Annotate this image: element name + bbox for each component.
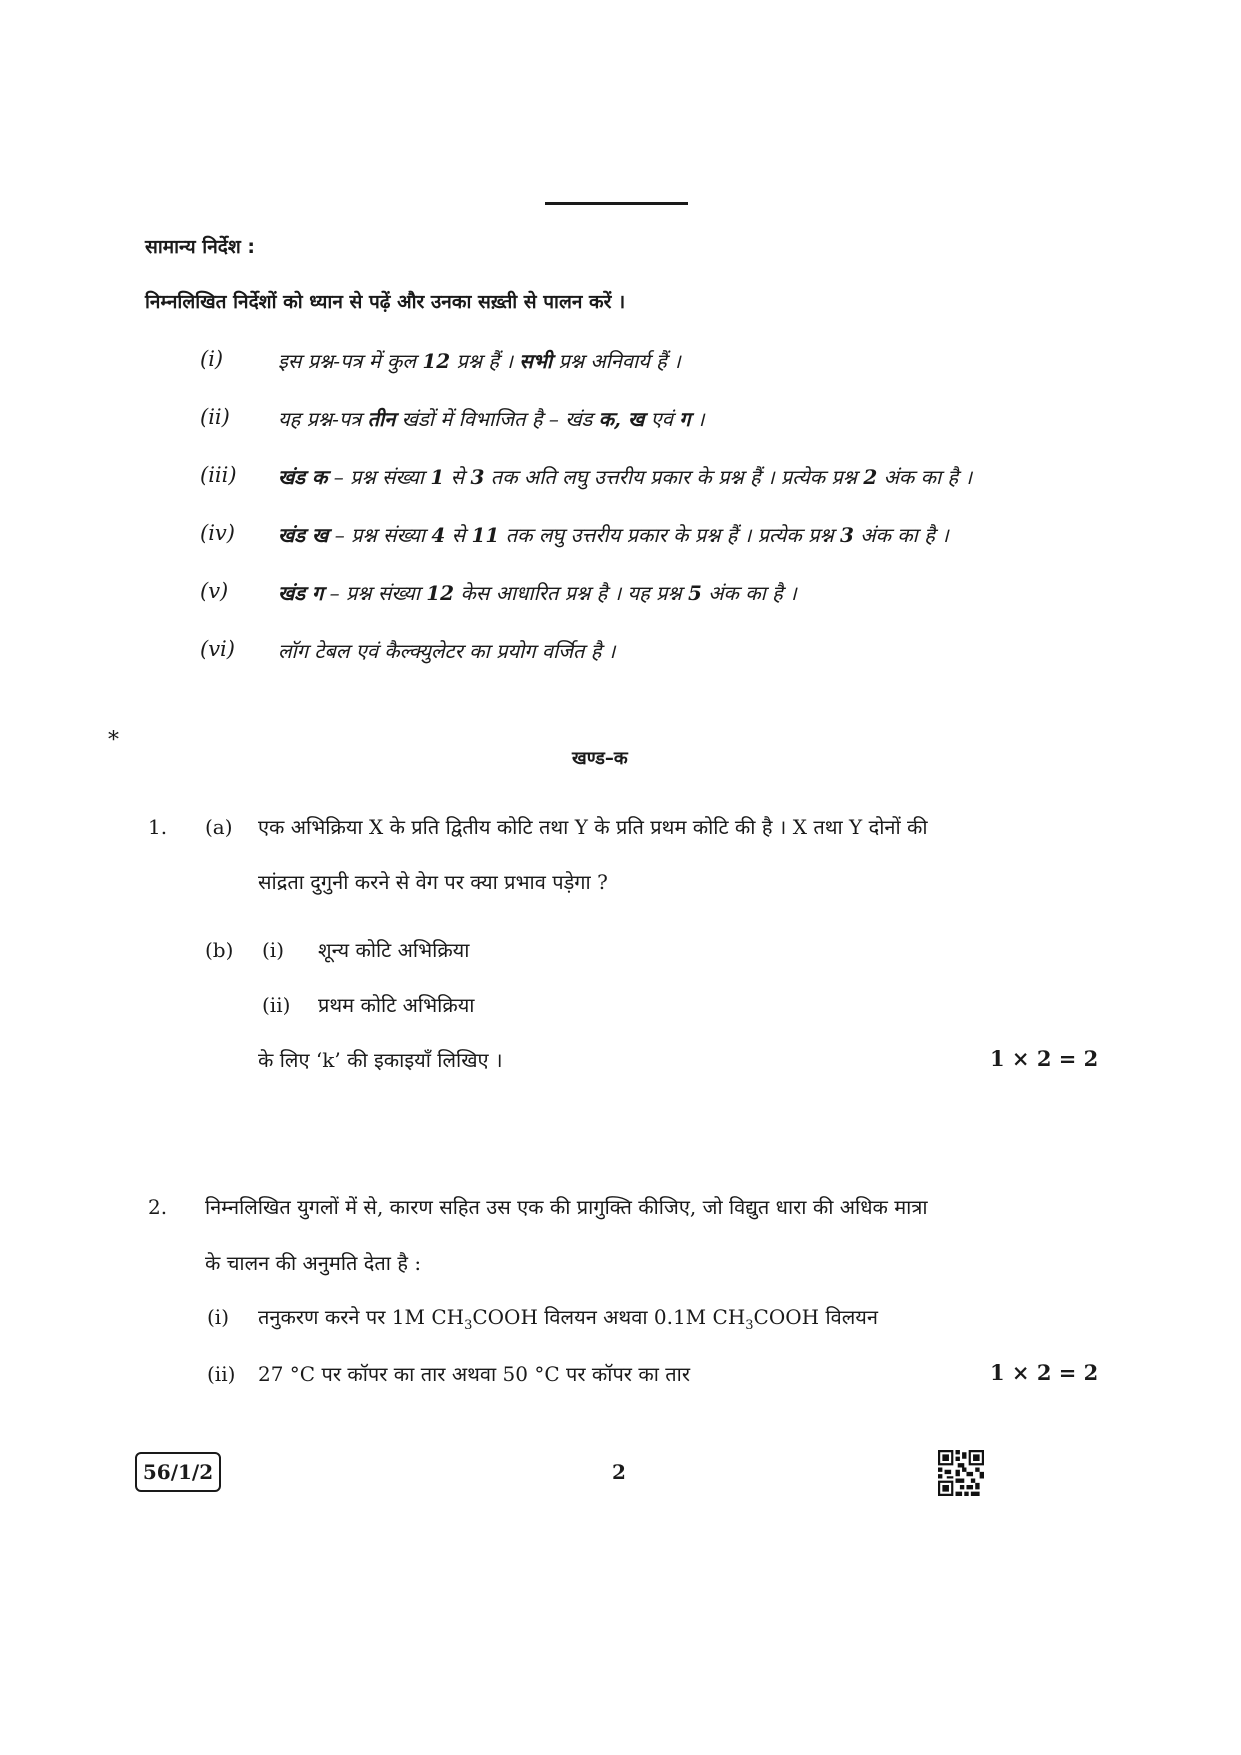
instruction-num: (iv) [200,521,235,545]
question-number: 2. [148,1195,168,1219]
question-text: के लिए ‘k’ की इकाइयाँ लिखिए । [258,1048,503,1072]
page-number: 2 [612,1460,626,1484]
item-label: (ii) [207,1362,236,1386]
star-marker: * [108,728,119,753]
section-title: खण्ड–क [572,748,628,769]
instruction-text: लॉग टेबल एवं कैल्क्युलेटर का प्रयोग वर्जित है । [278,639,616,663]
subpart-label: (b) [205,938,234,962]
instructions-intro: निम्नलिखित निर्देशों को ध्यान से पढ़ें और उनका सख़्ती से पालन करें । [145,291,626,313]
instruction-text: खंड क – प्रश्न संख्या 1 से 3 तक अति लघु उत्तरीय प्रकार के प्रश्न हैं । प्रत्येक प्रश्न 2 अंक का है । [278,465,973,489]
item-text: 27 °C पर कॉपर का तार अथवा 50 °C पर कॉपर का तार [258,1362,690,1386]
question-text: सांद्रता दुगुनी करने से वेग पर क्या प्रभाव पड़ेगा ? [258,870,608,894]
question-text: निम्नलिखित युगलों में से, कारण सहित उस एक की प्रागुक्ति कीजिए, जो विद्युत धारा की अधिक मात्रा [205,1195,928,1219]
instruction-num: (iii) [200,463,237,487]
marks: 1 × 2 = 2 [990,1360,1099,1385]
question-text: एक अभिक्रिया X के प्रति द्वितीय कोटि तथा Y के प्रति प्रथम कोटि की है । X तथा Y दोनों की [258,815,928,839]
question-number: 1. [148,815,168,839]
subpart-label: (a) [205,815,233,839]
instruction-num: (vi) [200,637,235,661]
question-text: के चालन की अनुमति देता है : [205,1251,422,1275]
instruction-text: खंड ग – प्रश्न संख्या 12 केस आधारित प्रश्न है । यह प्रश्न 5 अंक का है । [278,581,797,605]
instruction-text: खंड ख – प्रश्न संख्या 4 से 11 तक लघु उत्तरीय प्रकार के प्रश्न हैं । प्रत्येक प्रश्न 3 अंक का है । [278,523,949,547]
instruction-num: (ii) [200,405,230,429]
item-text: प्रथम कोटि अभिक्रिया [318,993,475,1017]
item-label: (ii) [262,993,291,1017]
paper-code: 56/1/2 [135,1452,221,1492]
instruction-text: इस प्रश्न-पत्र में कुल 12 प्रश्न हैं । सभी प्रश्न अनिवार्य हैं । [278,349,681,373]
item-label: (i) [207,1305,230,1329]
item-label: (i) [262,938,285,962]
item-text: तनुकरण करने पर 1M $CH_3COOH$ विलयन अथवा 0.1M $CH_3COOH$ विलयन [258,1305,879,1333]
instruction-num: (i) [200,347,224,371]
instruction-text: यह प्रश्न-पत्र तीन खंडों में विभाजित है – खंड क, ख एवं ग । [278,407,705,431]
instruction-num: (v) [200,579,229,603]
item-text: शून्य कोटि अभिक्रिया [318,938,470,962]
instructions-heading: सामान्य निर्देश : [145,236,255,258]
marks: 1 × 2 = 2 [990,1046,1099,1071]
top-rule [545,202,688,205]
qr-code-icon [938,1450,984,1496]
